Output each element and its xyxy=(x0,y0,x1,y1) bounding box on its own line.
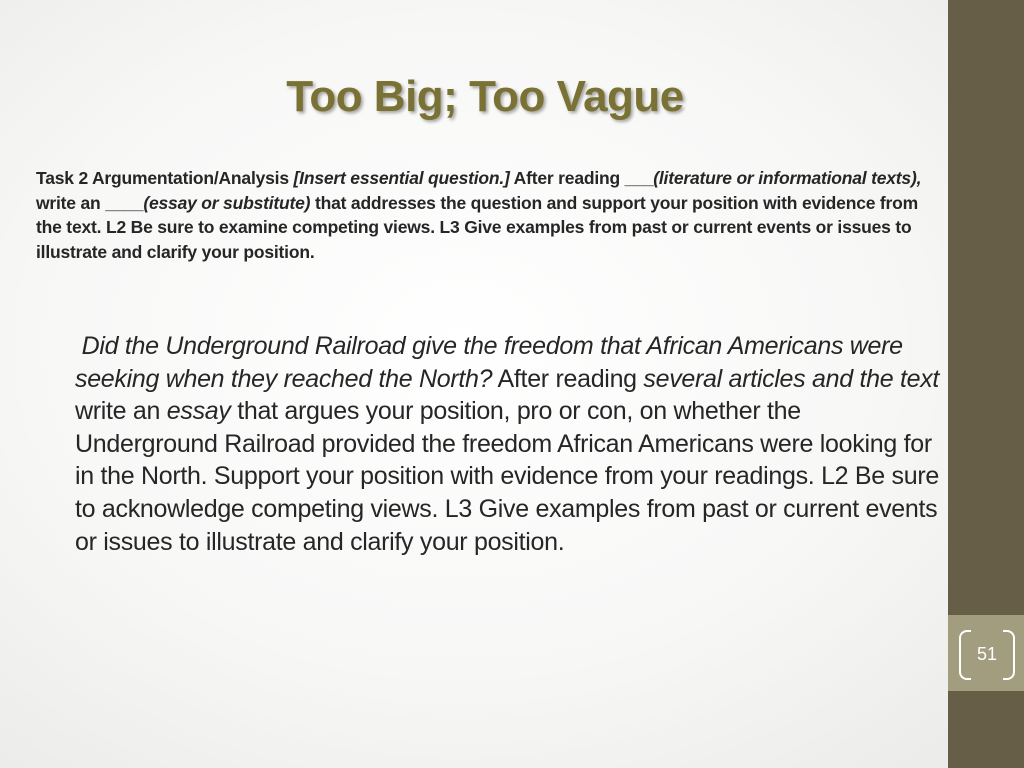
example-text-6: that argues your position, pro or con, on whether the Underground Railroad provided the freedom African Americans were looking for in the North. Support your position with evidence from your readings. L2 Be sure to acknowledge competing views. L3 Give examples from past or current events or issues to illustrate and clarify your position. xyxy=(75,397,939,556)
task-text-9: that addresses the question and support your position with evidence from the text. L2 Be sure to examine competing views. L3 Give examples from past or current events or issues to illustrate and clarify your position. xyxy=(36,192,919,262)
task-text-3: After reading xyxy=(509,168,625,188)
task-text-5: (literature or informational texts), xyxy=(653,168,922,188)
example-prompt xyxy=(75,330,947,558)
example-text-1: Did the Underground Railroad give the freedom that African Americans were seeking when they reached the North? xyxy=(75,332,903,393)
slide-title: Too Big; Too Vague xyxy=(286,72,684,121)
task-text-7: ____ xyxy=(105,192,144,213)
task-description xyxy=(36,166,942,264)
example-text-2: After reading xyxy=(492,364,644,393)
task-text-4: ___ xyxy=(624,168,654,188)
task-text-2: [Insert essential question.] xyxy=(293,168,510,188)
example-text-3: several articles and the text xyxy=(643,364,940,393)
example-text-5: essay xyxy=(166,397,231,426)
page-number-badge xyxy=(959,630,1015,678)
page-number: 51 xyxy=(976,643,998,664)
example-text-4: write an xyxy=(75,397,167,426)
task-text-6: write an xyxy=(36,192,106,213)
right-bracket-icon xyxy=(1003,630,1015,680)
task-text-1: Task 2 Argumentation/Analysis xyxy=(36,168,294,188)
task-text-8: (essay or substitute) xyxy=(143,192,311,213)
left-bracket-icon xyxy=(959,630,971,680)
